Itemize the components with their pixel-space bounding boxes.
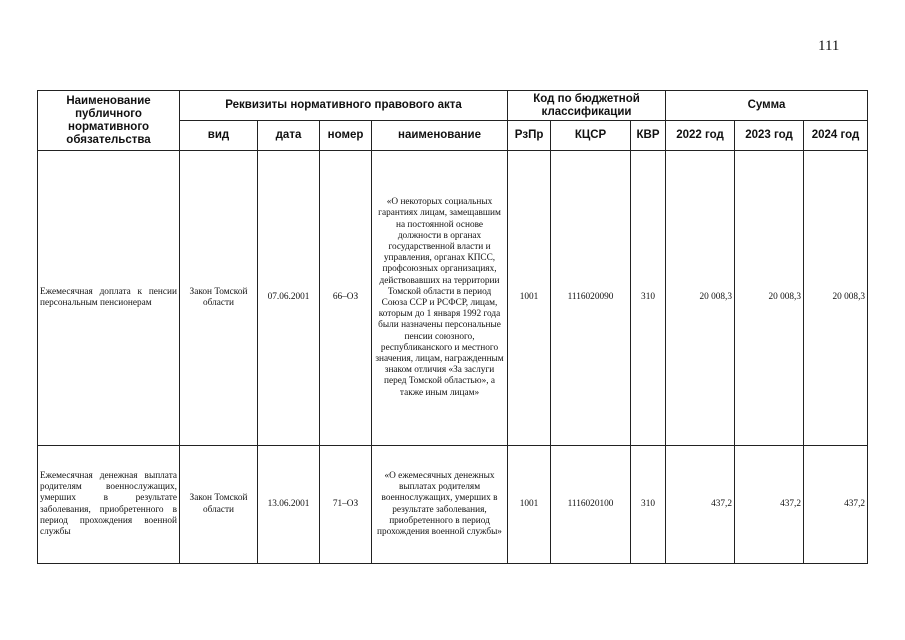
header-kcsr: КЦСР [551, 121, 631, 151]
header-budget-code: Код по бюджетной классификации [508, 91, 666, 121]
page-number: 111 [818, 38, 840, 54]
cell-number: 71–ОЗ [320, 446, 372, 564]
header-row-1 [38, 91, 868, 121]
cell-type: Закон Томской области [180, 446, 258, 564]
cell-act-name: «О ежемесячных денежных выплатах родителям военнослужащих, умерших в результате заболевания, приобретенного в период прохождения военной службы» [372, 446, 508, 564]
header-sum: Сумма [666, 91, 868, 121]
cell-2023: 20 008,3 [735, 151, 804, 446]
cell-rzpr: 1001 [508, 151, 551, 446]
cell-date: 13.06.2001 [258, 446, 320, 564]
cell-2023: 437,2 [735, 446, 804, 564]
header-act-requisites: Реквизиты нормативного правового акта [180, 91, 508, 121]
header-2022: 2022 год [666, 121, 735, 151]
obligations-table [37, 90, 868, 564]
cell-2022: 437,2 [666, 446, 735, 564]
cell-2024: 437,2 [804, 446, 868, 564]
header-name: наименование [372, 121, 508, 151]
cell-kcsr: 1116020100 [551, 446, 631, 564]
cell-type: Закон Томской области [180, 151, 258, 446]
cell-kcsr: 1116020090 [551, 151, 631, 446]
header-kvr: КВР [631, 121, 666, 151]
cell-number: 66–ОЗ [320, 151, 372, 446]
header-2023: 2023 год [735, 121, 804, 151]
cell-obligation: Ежемесячная доплата к пенсии персональным пенсионерам [38, 151, 180, 446]
cell-obligation: Ежемесячная денежная выплата родителям военнослужащих, умерших в результате заболевания, приобретенного в период прохождения военной службы [38, 446, 180, 564]
cell-2022: 20 008,3 [666, 151, 735, 446]
header-type: вид [180, 121, 258, 151]
cell-date: 07.06.2001 [258, 151, 320, 446]
cell-kvr: 310 [631, 446, 666, 564]
cell-2024: 20 008,3 [804, 151, 868, 446]
cell-kvr: 310 [631, 151, 666, 446]
header-obligation: Наименование публичного нормативного обязательства [38, 91, 180, 151]
header-date: дата [258, 121, 320, 151]
cell-rzpr: 1001 [508, 446, 551, 564]
header-2024: 2024 год [804, 121, 868, 151]
table-row [38, 151, 868, 446]
cell-act-name: «О некоторых социальных гарантиях лицам, замещавшим на постоянной основе должности в органах государственной власти и управления, органах КПСС, профсоюзных организациях, действовавших на территории Томской области в период Союза ССР и РСФСР, лицам, которым до 1 января 1992 года были назначены персональные пенсии союзного, республиканского и местного значения, лицам, награжденным знаком отличия «За заслуги перед Томской областью», а также иным лицам» [372, 151, 508, 446]
table-row [38, 446, 868, 564]
header-number: номер [320, 121, 372, 151]
header-rzpr: РзПр [508, 121, 551, 151]
